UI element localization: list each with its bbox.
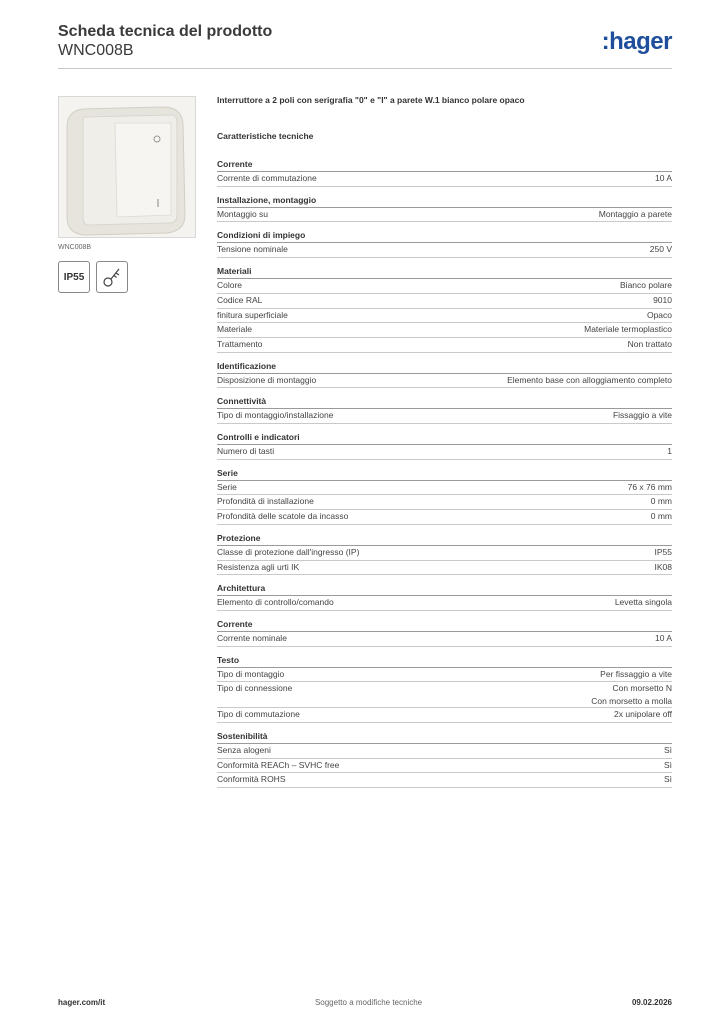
spec-value [613,409,672,423]
footer-note: Soggetto a modifiche tecniche [314,998,423,1007]
switch-illustration [59,97,195,237]
spec-value [651,495,672,509]
spec-value [664,744,672,758]
spec-row [217,323,672,338]
spec-row [217,596,672,611]
spec-value-line: Bianco polare [620,280,672,291]
spec-value-line: Con morsetto N [612,683,672,694]
spec-sheet [217,95,672,788]
spec-label: Trattamento [217,338,263,349]
spec-row [217,773,672,788]
spec-value [591,682,672,707]
spec-value [664,759,672,773]
spec-group-title: Serie [217,466,672,481]
product-code: WNC008B [58,42,134,59]
spec-group [217,653,672,723]
spec-group-title: Connettività [217,394,672,409]
spec-value-line: 250 V [649,244,672,255]
spec-group [217,193,672,223]
spec-label: Colore [217,280,243,291]
spec-value-line: Fissaggio a vite [612,410,672,421]
spec-value [655,632,672,646]
spec-label: Corrente nominale [217,632,287,643]
spec-group [217,157,672,187]
header-divider [58,68,672,69]
spec-value-line: Sì [663,774,672,785]
spec-group-title: Sostenibilità [217,729,672,744]
spec-value [628,338,672,352]
spec-group [217,228,672,258]
spec-group-title: Testo [217,653,672,668]
page-title: Scheda tecnica del prodotto [58,23,273,40]
footer-site: hager.com/it [58,998,106,1007]
spec-value [655,561,673,575]
spec-value-line: IK08 [654,561,672,572]
spec-row [217,632,672,647]
spec-group [217,729,672,788]
spec-label: Conformità REACh – SVHC free [217,759,340,770]
spec-value-line: 9010 [653,294,672,305]
spec-value [653,294,672,308]
spec-label: Tipo di connessione [217,683,293,694]
spec-label: Materiale [217,324,252,335]
spec-group-title: Condizioni di impiego [217,228,672,243]
spec-row [217,682,672,708]
spec-value-line: Sì [663,759,672,770]
spec-value-line: 0 mm [650,496,672,507]
spec-groups [217,157,672,788]
spec-value-line: Non trattato [627,338,672,349]
spec-label: Tipo di montaggio [217,668,285,679]
spec-label: Conformità ROHS [217,774,286,785]
spec-row [217,668,672,683]
spec-group-title: Corrente [217,617,672,632]
spec-group-title: Protezione [217,531,672,546]
spec-label: Profondità delle scatole da incasso [217,511,349,522]
spec-value [600,668,672,682]
spec-value-line: Levetta singola [614,597,672,608]
spec-row [217,561,672,576]
spec-value-line: Montaggio a parete [598,208,672,219]
spec-group [217,359,672,389]
spec-row [217,208,672,223]
spec-value [620,279,672,293]
spec-row [217,510,672,525]
spec-value-line: Opaco [646,309,672,320]
spec-row [217,294,672,309]
key-icon [96,261,128,293]
spec-label: Tensione nominale [217,244,288,255]
spec-group [217,581,672,611]
spec-value [655,546,673,560]
spec-group-title: Materiali [217,264,672,279]
spec-row [217,172,672,187]
spec-row [217,409,672,424]
spec-value [584,323,672,337]
spec-group [217,531,672,575]
product-description: Interruttore a 2 poli con serigrafia "0" e "I" a parete W.1 bianco polare opaco [217,95,525,105]
spec-group-title: Identificazione [217,359,672,374]
footer-date: 09.02.2026 [631,998,672,1007]
spec-group [217,466,672,525]
ip-rating-badge: IP55 [58,261,90,293]
spec-value [628,481,672,495]
spec-value [599,208,672,222]
spec-group [217,430,672,460]
spec-value [647,309,672,323]
spec-row [217,338,672,353]
spec-value-line: Materiale termoplastico [584,324,672,335]
spec-group-title: Corrente [217,157,672,172]
spec-label: Tipo di commutazione [217,709,300,720]
spec-row [217,546,672,561]
spec-label: Profondità di installazione [217,496,314,507]
spec-label: Corrente di commutazione [217,173,317,183]
spec-value [664,773,672,787]
spec-value [651,510,672,524]
spec-row [217,445,672,460]
spec-label: finitura superficiale [217,309,288,320]
spec-row [217,309,672,324]
features-title: Caratteristiche tecniche [217,131,314,141]
spec-value-line: 10 A [654,632,672,643]
spec-label: Numero di tasti [217,446,275,457]
image-caption: WNC008B [58,244,92,251]
spec-value [650,243,672,257]
spec-group-title: Architettura [217,581,672,596]
page-footer [58,998,672,1007]
spec-value-line: 2x unipolare off [614,709,672,720]
spec-value [667,445,672,459]
spec-value [507,374,672,388]
spec-value-line: Per fissaggio a vite [600,668,672,679]
spec-label: Senza alogeni [217,745,271,756]
spec-group [217,394,672,424]
spec-label: Disposizione di montaggio [217,374,317,385]
spec-group [217,617,672,647]
spec-value-line: Elemento base con alloggiamento completo [507,374,672,385]
spec-value [614,708,672,722]
spec-label: Serie [217,481,237,492]
spec-row [217,759,672,774]
product-image [58,96,196,238]
spec-group [217,264,672,353]
spec-row [217,495,672,510]
spec-value-line: 1 [667,446,672,457]
spec-row [217,243,672,258]
spec-value-line: Con morsetto a molla [591,695,672,706]
page-header [58,22,678,60]
spec-label: Resistenza agli urti IK [217,561,300,572]
spec-value-line: 10 A [654,173,672,183]
spec-label: Tipo di montaggio/installazione [217,410,334,421]
spec-group-title: Controlli e indicatori [217,430,672,445]
spec-value-line: 0 mm [650,511,672,522]
spec-label: Montaggio su [217,208,269,219]
spec-row [217,374,672,389]
badges [58,261,198,293]
spec-value-line: Sì [663,745,672,756]
spec-value-line: 76 x 76 mm [627,481,672,492]
spec-row [217,279,672,294]
hager-logo: :hager [601,28,672,55]
spec-row [217,481,672,496]
spec-row [217,744,672,759]
spec-row [217,708,672,723]
spec-value [615,596,672,610]
spec-value-line: IP55 [654,546,672,557]
product-sidebar [58,96,198,293]
spec-label: Elemento di controllo/comando [217,597,334,608]
spec-group-title: Installazione, montaggio [217,193,672,208]
spec-label: Classe di protezione dall'ingresso (IP) [217,546,360,557]
spec-label: Codice RAL [217,294,263,305]
spec-value [655,172,672,186]
